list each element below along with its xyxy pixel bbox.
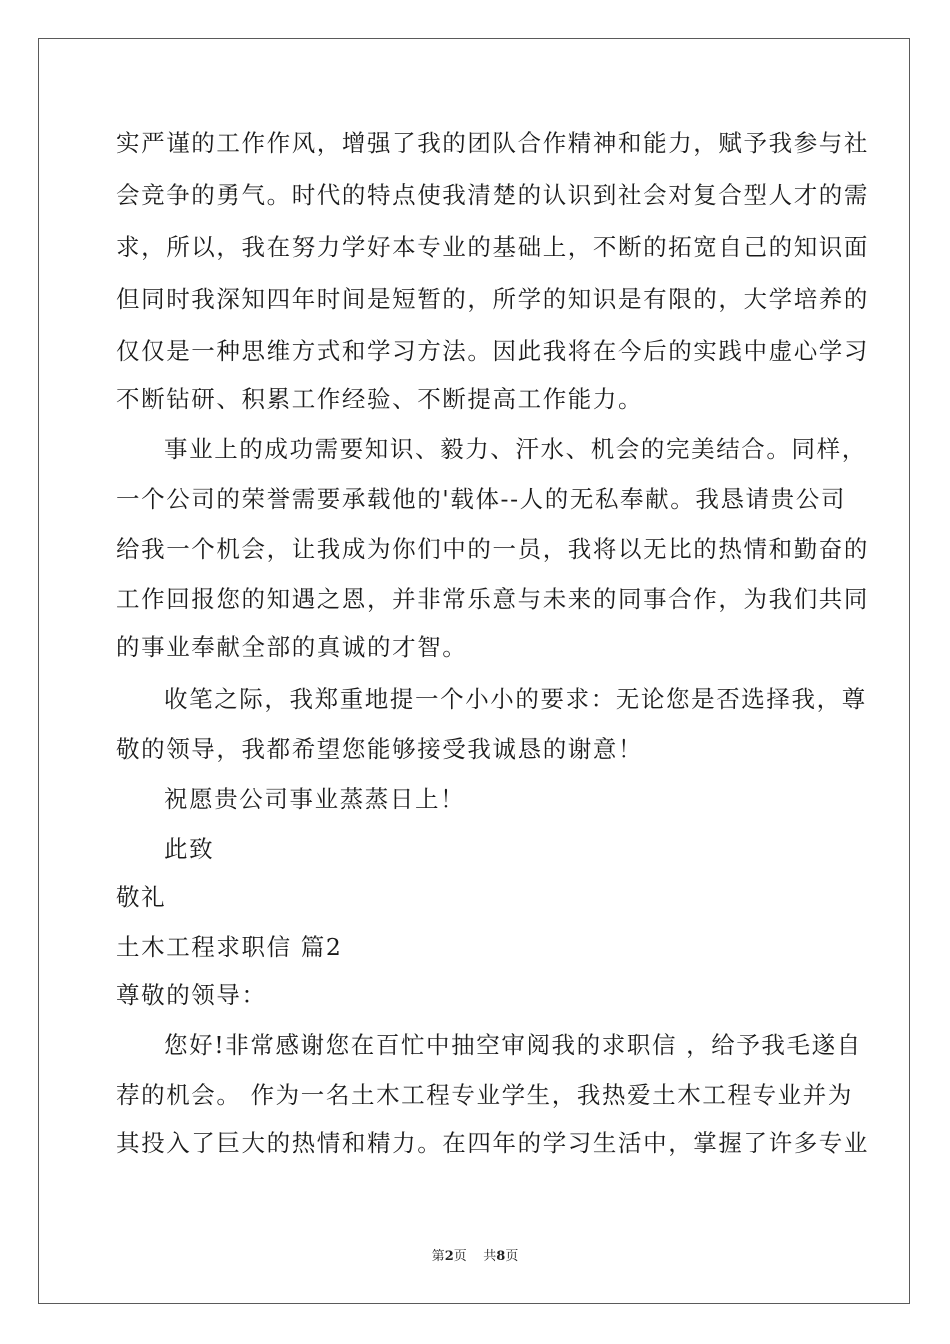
paragraph-line: 工作回报您的知遇之恩，并非常乐意与未来的同事合作，为我们共同 <box>116 585 869 613</box>
greeting: 尊敬的领导： <box>116 981 267 1009</box>
paragraph-line: 您好!非常感谢您在百忙中抽空审阅我的求职信 ，给予我毛遂自 <box>164 1031 862 1059</box>
footer-suffix: 页 <box>505 1249 519 1264</box>
total-pages-number: 8 <box>496 1249 506 1264</box>
paragraph-line: 收笔之际，我郑重地提一个小小的要求：无论您是否选择我，尊 <box>164 685 867 713</box>
page-border <box>38 38 910 1304</box>
paragraph-line: 给我一个机会，让我成为你们中的一员，我将以无比的热情和勤奋的 <box>116 535 869 563</box>
paragraph-line: 荐的机会。 作为一名土木工程专业学生，我热爱土木工程专业并为 <box>116 1081 853 1109</box>
paragraph-line: 事业上的成功需要知识、毅力、汗水、机会的完美结合。同样， <box>164 435 867 463</box>
footer-prefix: 第 <box>431 1249 445 1264</box>
closing-salutation: 敬礼 <box>116 883 167 911</box>
paragraph-line: 不断钻研、积累工作经验、不断提高工作能力。 <box>116 385 644 413</box>
paragraph-line: 求，所以，我在努力学好本专业的基础上，不断的拓宽自己的知识面 <box>116 233 869 261</box>
closing-wish: 祝愿贵公司事业蒸蒸日上！ <box>164 785 466 813</box>
paragraph-line: 但同时我深知四年时间是短暂的，所学的知识是有限的，大学培养的 <box>116 285 869 313</box>
paragraph-line: 其投入了巨大的热情和精力。在四年的学习生活中，掌握了许多专业 <box>116 1129 869 1157</box>
paragraph-line: 实严谨的工作作风，增强了我的团队合作精神和能力，赋予我参与社 <box>116 129 869 157</box>
paragraph-line: 一个公司的荣誉需要承载他的'载体--人的无私奉献。我恳请贵公司 <box>116 485 846 513</box>
page-footer <box>0 1248 950 1266</box>
paragraph-line: 的事业奉献全部的真诚的才智。 <box>116 633 468 661</box>
closing-salutation: 此致 <box>164 835 215 863</box>
current-page-number: 2 <box>444 1249 454 1264</box>
paragraph-line: 仅仅是一种思维方式和学习方法。因此我将在今后的实践中虚心学习 <box>116 337 869 365</box>
section-title: 土木工程求职信 篇2 <box>116 933 343 961</box>
paragraph-line: 敬的领导，我都希望您能够接受我诚恳的谢意！ <box>116 735 644 763</box>
footer-middle: 页 共 <box>453 1249 497 1264</box>
paragraph-line: 会竞争的勇气。时代的特点使我清楚的认识到社会对复合型人才的需 <box>116 181 869 209</box>
